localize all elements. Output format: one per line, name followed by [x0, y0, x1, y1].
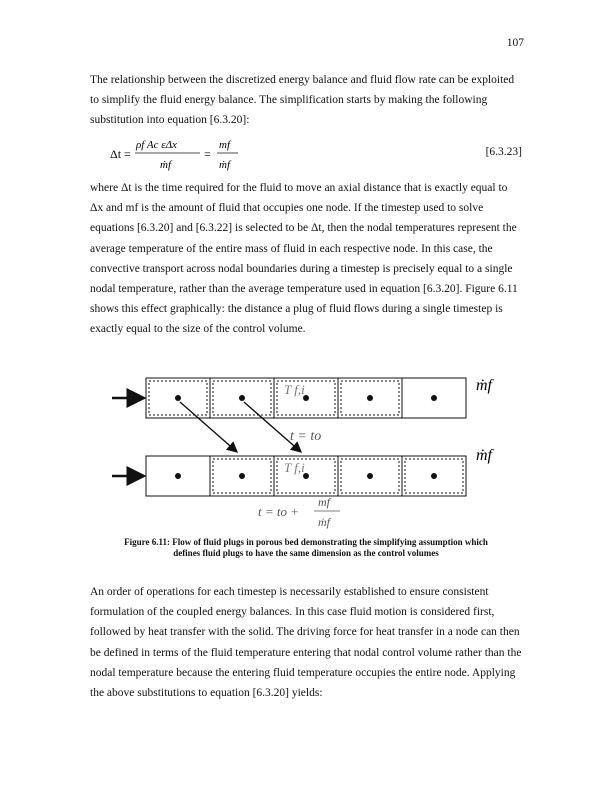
caption-line-2: defines fluid plugs to have the same dimension as the control volumes: [173, 548, 439, 558]
figure-6-11: [108, 368, 518, 534]
equation-denominator-2: ṁf: [219, 159, 230, 171]
time-label-after-step: t = to +: [258, 504, 300, 519]
time-label-initial: t = to: [290, 429, 322, 444]
caption-line-1: Figure 6.11: Flow of fluid plugs in porous bed demonstrating the simplifying assumption which: [124, 537, 488, 547]
equation-6-3-23: [90, 130, 522, 178]
figure-caption: [90, 537, 522, 559]
equation-number: [6.3.23]: [485, 146, 522, 158]
equation-denominator-1: ṁf: [160, 159, 171, 171]
equation-graphic: [90, 130, 390, 178]
row1-node: [239, 395, 245, 401]
equation-lhs: Δt =: [110, 147, 131, 161]
row1-node: [367, 395, 373, 401]
row2-node: [175, 473, 181, 479]
time-label-numerator: mf: [318, 495, 330, 509]
equals-sign: =: [204, 147, 211, 161]
row2-cells: [146, 456, 466, 496]
row1-node: [431, 395, 437, 401]
plug-shift-arrow: [180, 402, 237, 452]
time-label-denominator: ṁf: [318, 515, 330, 529]
row1-node: [175, 395, 181, 401]
row2-temperature-label: T f,i: [284, 460, 305, 475]
row2-node: [239, 473, 245, 479]
row2-node: [431, 473, 437, 479]
page-number: 107: [506, 37, 524, 49]
equation-numerator-2: mf: [219, 139, 230, 151]
paragraph-order-of-operations: An order of operations for each timestep is necessarily established to ensure consistent formulation of the coupled energy balances. In this case fluid motion is considered first, followed by heat transfer with the solid. The driving force for heat transfer in a node can then be defined in terms of the fluid temperature entering that nodal control volume rather than the nodal temperature because the entering fluid temperature occupies the entire node. Applying the above substitutions to equation [6.3.20] yields:: [90, 586, 522, 700]
row1-mdot-label: ṁf: [476, 377, 492, 394]
paragraph-intro: The relationship between the discretized energy balance and fluid flow rate can be exploited to simplify the fluid energy balance. The simplification starts by making the following substitution into equation [6.3.20]:: [90, 74, 515, 127]
plug-shift-arrow: [244, 402, 301, 452]
paragraph-explanation: where Δt is the time required for the fluid to move an axial distance that is exactly equal to Δx and mf is the amount of fluid that occupies one node. If the timestep used to solve equations [6.3.20] and [6.3.22] is selected to be Δt, then the nodal temperatures represent the average temperature of the entire mass of fluid in each respective node. In this case, the convective transport across nodal boundaries during a timestep is precisely equal to a single nodal temperature, rather than the average temperature used in equation [6.3.20]. Figure 6.11 shows this effect graphically: the distance a plug of fluid flows during a single timestep is exactly equal to the size of the control volume.: [90, 182, 518, 336]
row1-temperature-label: T f,i: [284, 382, 305, 397]
row2-mdot-label: ṁf: [476, 447, 492, 464]
row2-node: [367, 473, 373, 479]
row1-cells: [146, 378, 466, 418]
equation-numerator-1: ρf Ac εΔx: [136, 139, 177, 151]
